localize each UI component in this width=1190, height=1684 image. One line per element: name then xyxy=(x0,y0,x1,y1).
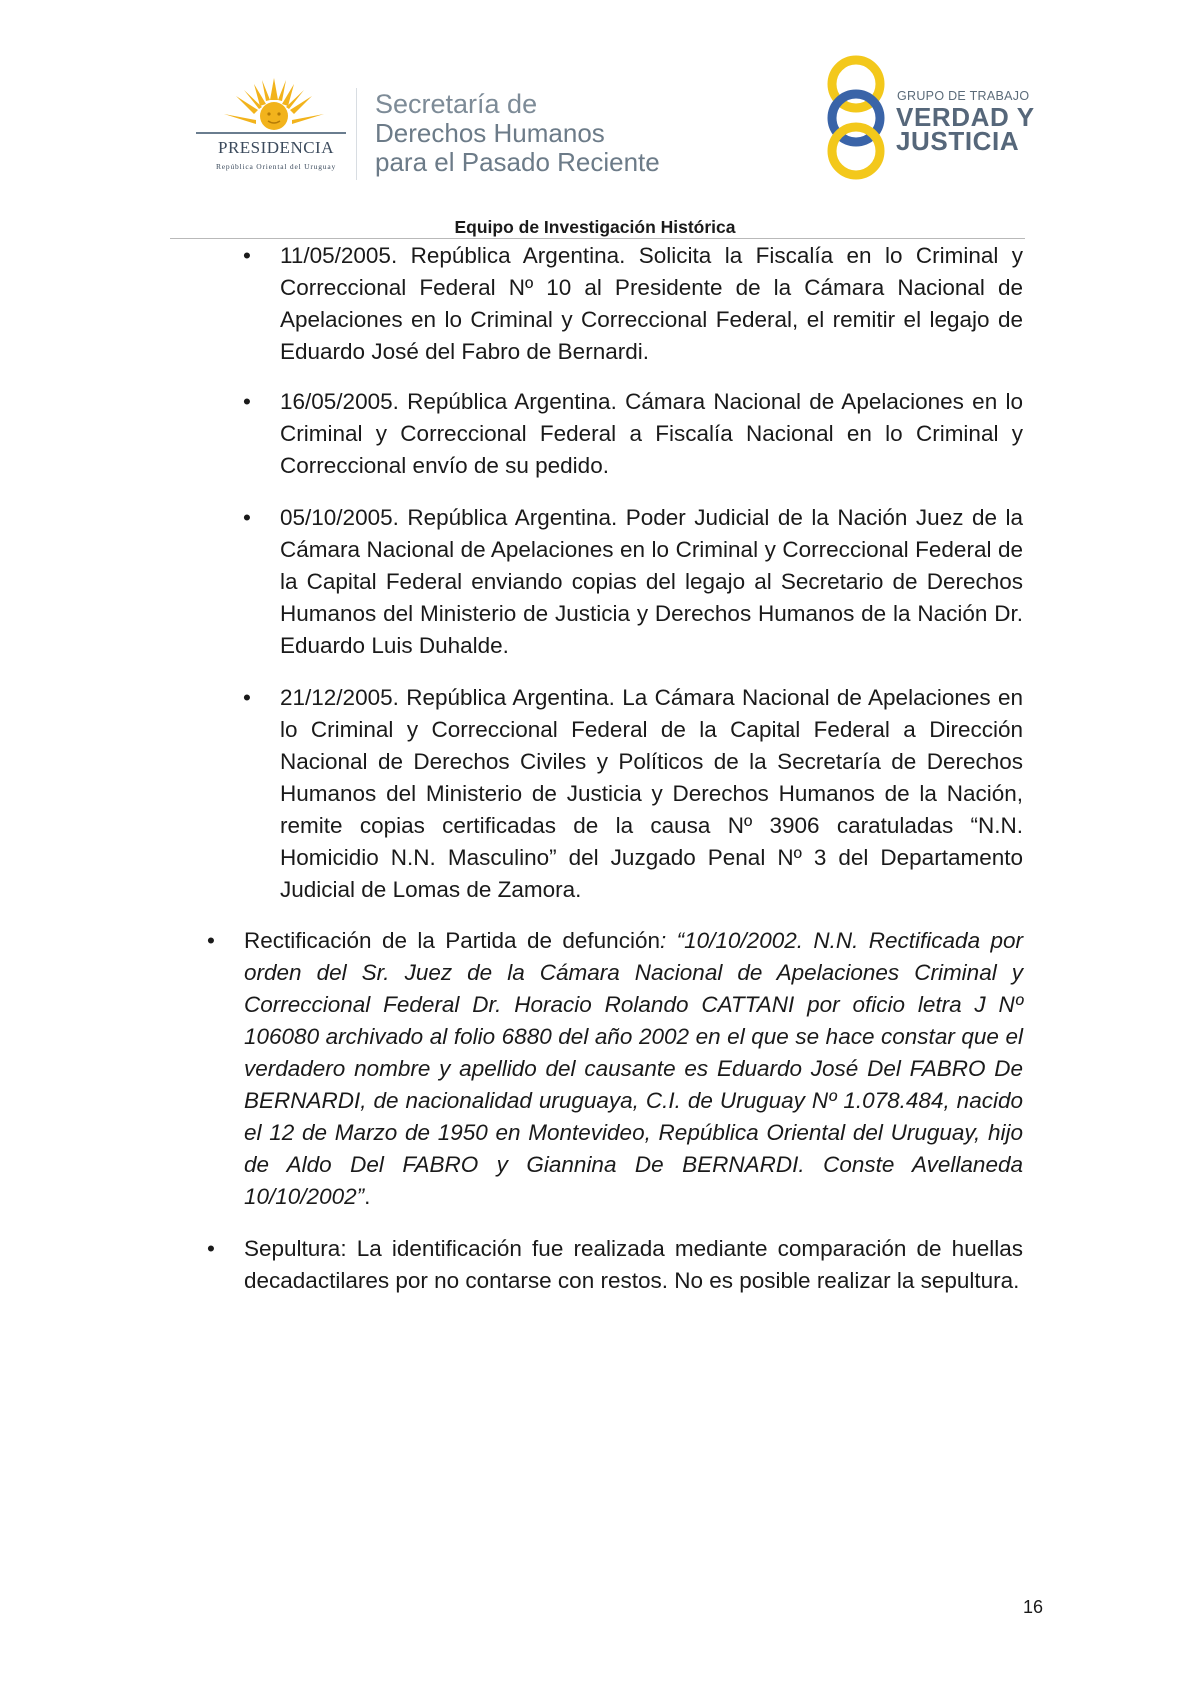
bullet: • xyxy=(243,685,251,710)
rectificacion-quote: : “10/10/2002. N.N. Rectificada por orden del Sr. Juez de la Cámara Nacional de Apelaciones Criminal y Correccional Federal Dr. Horacio Rolando CATTANI por oficio letra J Nº 106080 archivado al folio 6880 del año 2002 en el que se hace constar que el verdadero nombre y apellido del causante es Eduardo José Del FABRO De BERNARDI, de nacionalidad uruguaya, C.I. de Uruguay Nº 1.078.484, nacido el 12 de Marzo de 1950 en Montevideo, República Oriental del Uruguay, hijo de Aldo Del FABRO y Giannina De BERNARDI. Conste Avellaneda 10/10/2002” xyxy=(244,928,1023,1209)
rectificacion-label: Rectificación de la Partida de defunción xyxy=(244,928,660,953)
secretaria-line2: Derechos Humanos xyxy=(375,118,605,148)
rings-icon xyxy=(820,54,895,182)
team-title: Equipo de Investigación Histórica xyxy=(454,217,736,237)
bullet: • xyxy=(243,505,251,530)
list-item-text: 16/05/2005. República Argentina. Cámara Nacional de Apelaciones en lo Criminal y Correccional Federal a Fiscalía Nacional en lo Criminal y Correccional envío de su pedido. xyxy=(280,389,1023,478)
list-item xyxy=(243,386,1023,482)
secretaria-logo-text xyxy=(375,90,660,177)
list-item-text: 05/10/2005. República Argentina. Poder Judicial de la Nación Juez de la Cámara Nacional de Apelaciones en lo Criminal y Correccional Federal de la Capital Federal enviando copias del legajo al Secretario de Derechos Humanos del Ministerio de Justicia y Derechos Humanos de la Nación Dr. Eduardo Luis Duhalde. xyxy=(280,505,1023,658)
bullet: • xyxy=(207,1236,215,1261)
presidencia-subtitle: República Oriental del Uruguay xyxy=(215,162,336,171)
sun-icon xyxy=(196,78,356,138)
list-item xyxy=(243,502,1023,662)
list-item-text: 11/05/2005. República Argentina. Solicita la Fiscalía en lo Criminal y Correccional Federal Nº 10 al Presidente de la Cámara Nacional de Apelaciones en lo Criminal y Correccional Federal, el remitir el legajo de Eduardo José del Fabro de Bernardi. xyxy=(280,243,1023,364)
secretaria-line3: para el Pasado Reciente xyxy=(375,147,660,177)
header-rule xyxy=(170,238,1025,239)
rectificacion-end: . xyxy=(364,1184,371,1209)
bullet: • xyxy=(243,243,251,268)
list-item xyxy=(243,682,1023,906)
verdad-label: VERDAD Y xyxy=(896,102,1035,132)
list-item-text: 21/12/2005. República Argentina. La Cámara Nacional de Apelaciones en lo Criminal y Correccional Federal de la Capital Federal a Dirección Nacional de Derechos Civiles y Políticos de la Secretaría de Derechos Humanos del Ministerio de Justicia y Derechos Humanos de la Nación, remite copias certificadas de la causa Nº 3906 caratuladas “N.N. Homicidio N.N. Masculino” del Juzgado Penal Nº 3 del Departamento Judicial de Lomas de Zamora. xyxy=(280,685,1023,902)
presidencia-rule xyxy=(196,132,346,134)
sepultura-text: Sepultura: La identificación fue realizada mediante comparación de huellas decadactilares por no contarse con restos. No es posible realizar la sepultura. xyxy=(244,1236,1023,1293)
secretaria-line1: Secretaría de xyxy=(375,89,538,119)
header-divider xyxy=(356,88,357,180)
bullet: • xyxy=(243,389,251,414)
list-item-sepultura xyxy=(207,1233,1023,1297)
list-item xyxy=(243,240,1023,368)
page-number: 16 xyxy=(1022,1597,1043,1617)
presidencia-name: PRESIDENCIA xyxy=(217,138,334,157)
verdad-justicia-logo xyxy=(820,54,1035,182)
presidencia-logo xyxy=(196,78,356,188)
bullet: • xyxy=(207,928,215,953)
grupo-label: GRUPO DE TRABAJO xyxy=(897,89,1030,103)
list-item-rectificacion xyxy=(207,925,1023,1213)
justicia-label: JUSTICIA xyxy=(896,126,1020,156)
